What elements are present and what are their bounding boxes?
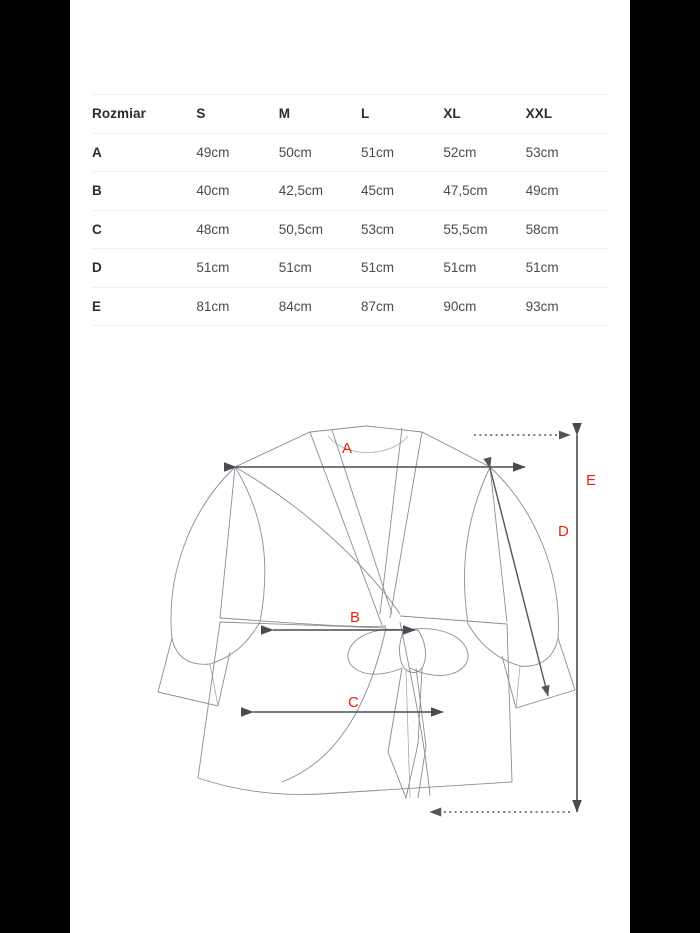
row-label: A — [92, 133, 196, 172]
cell-value: 81cm — [196, 287, 278, 326]
column-header-xl: XL — [443, 95, 525, 134]
cell-value: 51cm — [361, 249, 443, 288]
dimension-label-c: C — [348, 694, 359, 711]
column-header-l: L — [361, 95, 443, 134]
table-row — [92, 133, 608, 172]
letterbox-right — [630, 0, 700, 933]
column-header-xxl: XXL — [526, 95, 608, 134]
table-row — [92, 249, 608, 288]
row-label: C — [92, 210, 196, 249]
size-table — [92, 94, 608, 326]
cell-value: 45cm — [361, 172, 443, 211]
cell-value: 51cm — [443, 249, 525, 288]
column-header-m: M — [279, 95, 361, 134]
dimension-d — [490, 468, 569, 696]
dimension-label-b: B — [350, 609, 361, 626]
garment-outline — [158, 426, 575, 798]
cell-value: 50cm — [279, 133, 361, 172]
cell-value: 53cm — [526, 133, 608, 172]
column-header-measurement: Rozmiar — [92, 95, 196, 134]
row-label: D — [92, 249, 196, 288]
cell-value: 51cm — [526, 249, 608, 288]
cell-value: 51cm — [279, 249, 361, 288]
cell-value: 50,5cm — [279, 210, 361, 249]
cell-value: 93cm — [526, 287, 608, 326]
dimension-e — [430, 435, 596, 812]
letterbox-left — [0, 0, 70, 933]
cell-value: 48cm — [196, 210, 278, 249]
dimension-label-d: D — [558, 523, 569, 540]
table-row — [92, 287, 608, 326]
table-row — [92, 172, 608, 211]
cell-value: 51cm — [361, 133, 443, 172]
cell-value: 49cm — [196, 133, 278, 172]
dimension-label-a: A — [342, 440, 353, 457]
cell-value: 40cm — [196, 172, 278, 211]
cell-value: 90cm — [443, 287, 525, 326]
size-chart-panel — [70, 0, 630, 933]
cell-value: 55,5cm — [443, 210, 525, 249]
cell-value: 52cm — [443, 133, 525, 172]
row-label: E — [92, 287, 196, 326]
cell-value: 49cm — [526, 172, 608, 211]
cell-value: 53cm — [361, 210, 443, 249]
cell-value: 87cm — [361, 287, 443, 326]
cell-value: 42,5cm — [279, 172, 361, 211]
garment-diagram — [70, 400, 630, 850]
table-row — [92, 210, 608, 249]
column-header-s: S — [196, 95, 278, 134]
cell-value: 58cm — [526, 210, 608, 249]
cell-value: 84cm — [279, 287, 361, 326]
table-header-row — [92, 95, 608, 134]
dimension-label-e: E — [586, 472, 597, 489]
row-label: B — [92, 172, 196, 211]
cell-value: 51cm — [196, 249, 278, 288]
cell-value: 47,5cm — [443, 172, 525, 211]
